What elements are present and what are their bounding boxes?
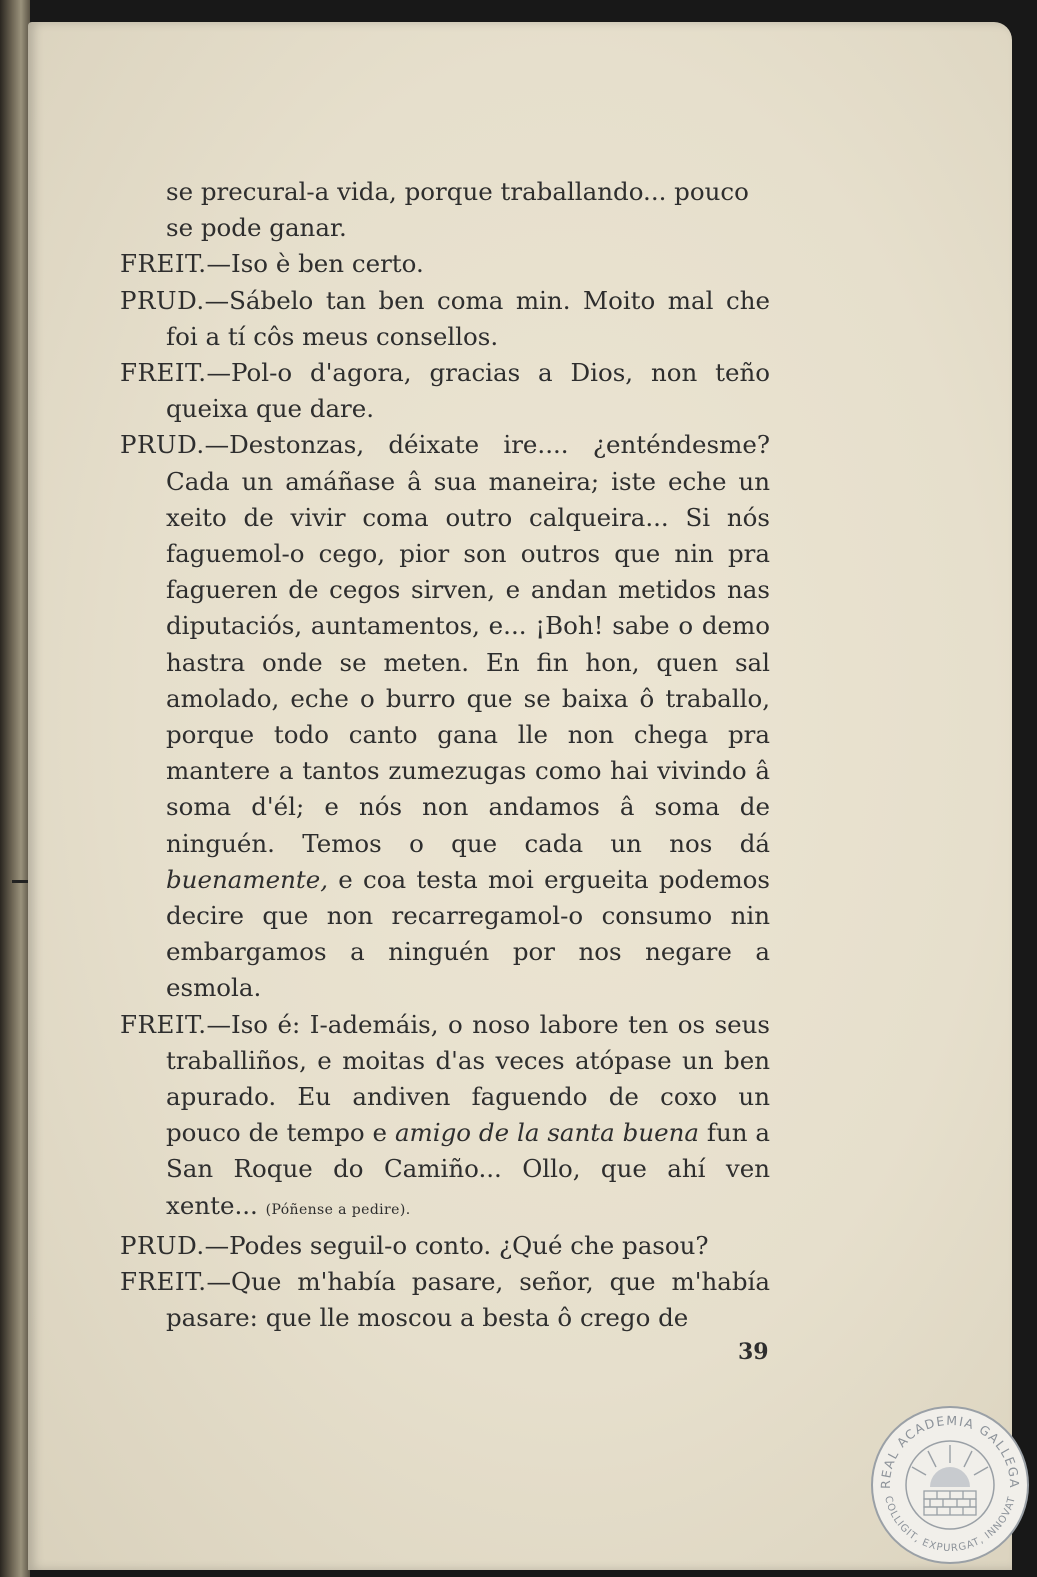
text-line: se precural-a vida, porque traballando... pouco xyxy=(166,177,749,206)
book-page xyxy=(28,22,1012,1570)
italic-text: amigo de la santa buena xyxy=(394,1118,699,1148)
dialogue-text: e coa testa moi ergueita podemos decire que non recarregamol-o consumo nin embargamos a ninguén por nos negare a esmola. xyxy=(166,864,770,1003)
dialogue-text: —Destonzas, déixate ire.... ¿enténdesme? Cada un amáñase â sua maneira; iste eche un xeito de vivir coma outro calqueira... Si nós faguemol-o cego, pior son outros que nin pra fagueren de cegos sirven, e andan metidos nas diputaciós, auntamentos, e... ¡Boh! sabe o demo hastra onde se meten. En fin hon, quen sal amolado, eche o burro que se baixa ô traballo, porque todo canto gana lle non chega pra mantere a tantos zumezugas como hai vivindo â soma d'él; e nós non andamos â soma de ninguén. Temos o que cada un nos dá xyxy=(166,430,770,858)
speaker-label: PRUD. xyxy=(120,285,205,315)
speaker-label: PRUD. xyxy=(120,430,205,460)
speaker-label: FREIT. xyxy=(120,1009,207,1039)
seal-bottom-text: COLLIGIT, EXPURGAT, INNOVAT xyxy=(882,1495,1018,1555)
dialogue-line xyxy=(120,1007,770,1228)
dialogue-line xyxy=(120,1228,770,1264)
academy-seal-icon xyxy=(868,1403,1033,1568)
continuation-paragraph xyxy=(120,174,770,246)
speaker-label: PRUD. xyxy=(120,1230,205,1260)
page-number: 39 xyxy=(738,1339,769,1365)
speaker-label: FREIT. xyxy=(120,249,207,279)
dialogue-line xyxy=(120,427,770,1006)
dialogue-text: —Que m'había pasare, señor, que m'había pasare: que lle moscou a besta ô crego de xyxy=(166,1267,770,1333)
dialogue-text: fun a San Roque do Camiño... Ollo, que ahí ven xente... xyxy=(166,1118,770,1220)
dialogue-line xyxy=(120,1264,770,1336)
dialogue-line xyxy=(120,355,770,427)
dialogue-text: —Podes seguil-o conto. ¿Qué che pasou? xyxy=(204,1230,709,1260)
speaker-label: FREIT. xyxy=(120,1267,207,1297)
dialogue-text: —Iso é: I-ademáis, o noso labore ten os seus traballiños, e moitas d'as veces atópase un ben apurado. Eu andiven faguendo de coxo un pouco de tempo e xyxy=(166,1009,770,1148)
dialogue-line xyxy=(120,283,770,355)
italic-text: buenamente, xyxy=(166,864,328,894)
dialogue-text: —Pol-o d'agora, gracias a Dios, non teño queixa que dare. xyxy=(166,358,770,424)
dialogue-text: —Iso è ben certo. xyxy=(206,249,424,279)
book-spine xyxy=(0,0,30,1577)
dialogue-line xyxy=(120,246,770,282)
stage-direction: (Póñense a pedire). xyxy=(265,1201,411,1218)
dialogue-text: —Sábelo tan ben coma min. Moito mal che foi a tí côs meus consellos. xyxy=(166,285,770,351)
page-text xyxy=(120,174,770,1337)
text-line: se pode ganar. xyxy=(166,213,347,243)
seal-top-text: REAL ACADEMIA GALLEGA xyxy=(877,1412,1023,1490)
speaker-label: FREIT. xyxy=(120,358,207,388)
